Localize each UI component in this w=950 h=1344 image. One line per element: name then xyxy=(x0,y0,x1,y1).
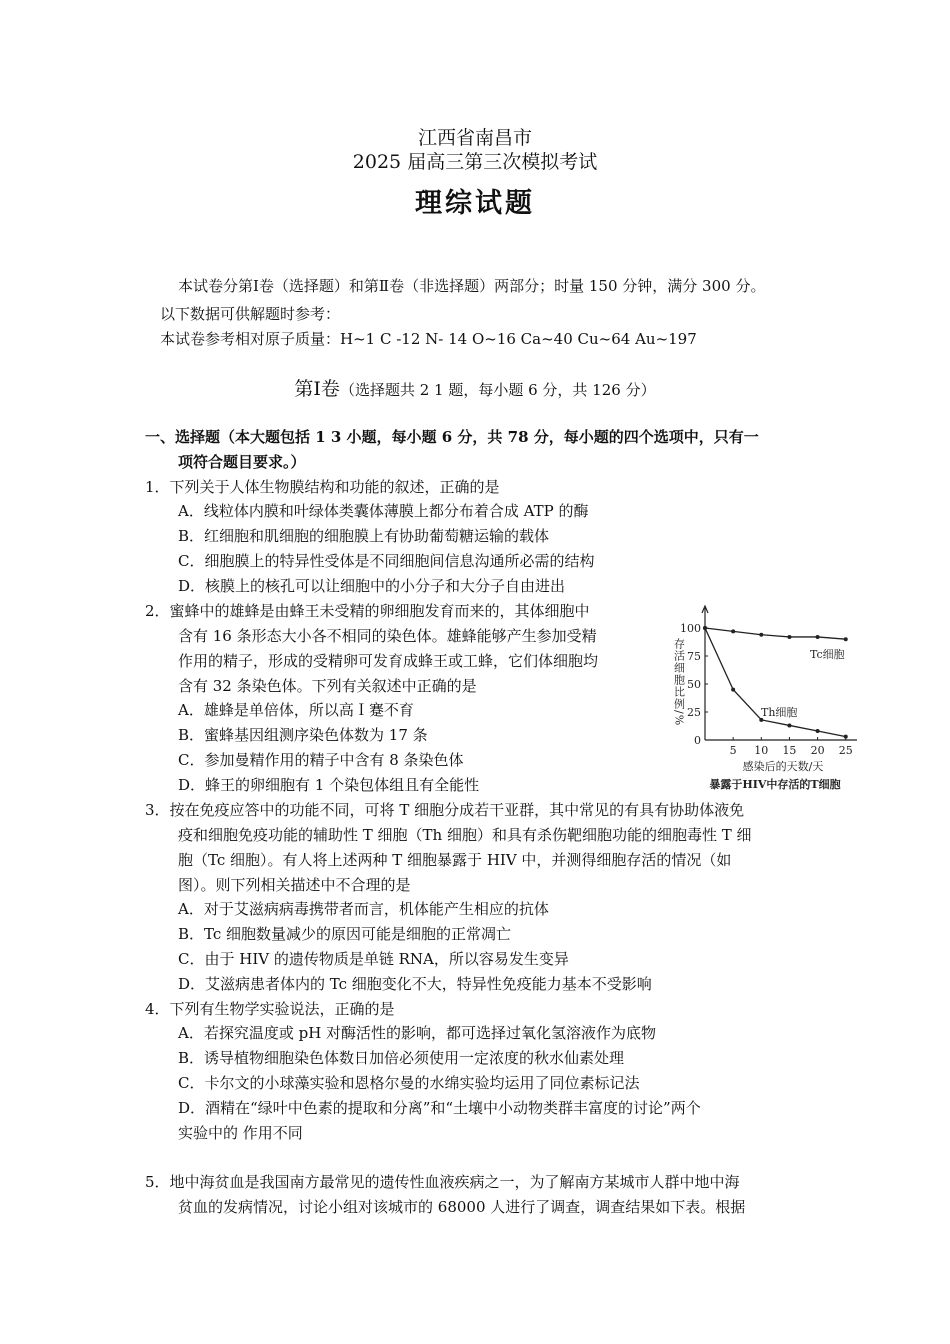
question-2-stem-line: 作用的精子，形成的受精卵可发育成蜂王或工蜂，它们体细胞均 xyxy=(178,652,599,670)
question-5-stem: 5．地中海贫血是我国南方最常见的遗传性血液疾病之一，为了解南方某城市人群中地中海 xyxy=(145,1173,740,1191)
question-4-option-c: C．卡尔文的小球藻实验和恩格尔曼的水绵实验均运用了同位素标记法 xyxy=(178,1074,640,1092)
data-point xyxy=(703,626,707,630)
question-2-option-c: C．参加曼精作用的精子中含有 8 条染色体 xyxy=(178,751,464,769)
question-3-stem-line: 胞（Tc 细胞）。有人将上述两种 T 细胞暴露于 HIV 中，并测得细胞存活的情况（如 xyxy=(178,851,732,869)
y-tick-label: 100 xyxy=(680,622,701,635)
question-4-option-b: B．诱导植物细胞染色体数日加倍必须使用一定浓度的秋水仙素处理 xyxy=(178,1049,625,1067)
question-1-option-d: D．核膜上的核孔可以让细胞中的小分子和大分子自由进出 xyxy=(178,577,566,595)
series-label: Tc细胞 xyxy=(810,648,845,661)
x-tick-label: 5 xyxy=(729,744,737,757)
data-point xyxy=(787,723,791,727)
section-heading: 一、选择题（本大题包括 1 3 小题，每小题 6 分，共 78 分，每小题的四个选项中，只有一 xyxy=(145,428,759,446)
x-axis-label: 感染后的天数/天 xyxy=(742,760,824,773)
page-title: 理综试题 xyxy=(415,188,535,219)
exam-name: 2025 届高三第三次模拟考试 xyxy=(352,151,598,173)
y-tick-label: 25 xyxy=(687,706,701,719)
series-line-th xyxy=(705,628,846,737)
question-3-stem-line: 图）。则下列相关描述中不合理的是 xyxy=(178,876,411,894)
y-tick-label: 0 xyxy=(694,734,701,747)
question-1-option-a: A．线粒体内膜和叶绿体类囊体薄膜上都分布着合成 ATP 的酶 xyxy=(178,502,589,520)
question-1-option-c: C．细胞膜上的特异性受体是不同细胞间信息沟通所必需的结构 xyxy=(178,552,595,570)
x-tick-label: 25 xyxy=(838,744,853,757)
question-4-option-d-cont: 实验中的 作用不同 xyxy=(178,1124,303,1142)
question-5-stem-line: 贫血的发病情况，讨论小组对该城市的 68000 人进行了调查，调查结果如下表。根据 xyxy=(178,1198,746,1216)
data-point xyxy=(816,635,820,639)
question-3-option-a: A．对于艾滋病病毒携带者而言，机体能产生相应的抗体 xyxy=(178,900,549,918)
series-line-tc xyxy=(705,628,846,639)
data-point xyxy=(844,735,848,739)
y-axis-label: 存活细胞比例/% xyxy=(672,638,686,727)
data-point xyxy=(731,688,735,692)
data-point xyxy=(731,629,735,633)
atomic-mass-reference: 本试卷参考相对原子质量：H~1 C -12 N- 14 O~16 Ca~40 Cu~64 Au~197 xyxy=(160,330,697,348)
x-tick-label: 20 xyxy=(810,744,825,757)
question-2-option-b: B．蜜蜂基因组测序染色体数为 17 条 xyxy=(178,726,428,744)
question-4-option-a: A．若探究温度或 pH 对酶活性的影响，都可选择过氧化氢溶液作为底物 xyxy=(178,1024,657,1042)
data-point xyxy=(816,729,820,733)
chart-title: 暴露于HIV中存活的T细胞 xyxy=(709,778,841,791)
question-1-option-b: B．红细胞和肌细胞的细胞膜上有协助葡萄糖运输的载体 xyxy=(178,527,550,545)
question-3-stem-line: 疫和细胞免疫功能的辅助性 T 细胞（Th 细胞）和具有杀伤靶细胞功能的细胞毒性 T 细 xyxy=(178,826,752,844)
volume-note: （选择题共 2 1 题，每小题 6 分，共 126 分） xyxy=(339,381,656,399)
question-4-option-d: D．酒精在“绿叶中色素的提取和分离”和“土壤中小动物类群丰富度的讨论”两个 xyxy=(178,1099,701,1117)
series-label: Th细胞 xyxy=(761,706,798,719)
question-1-stem: 1．下列关于人体生物膜结构和功能的叙述，正确的是 xyxy=(145,478,500,496)
data-point xyxy=(844,637,848,641)
y-tick-label: 50 xyxy=(687,678,701,691)
volume-label: 第Ⅰ卷 xyxy=(294,378,340,400)
question-3-stem: 3．按在免疫应答中的功能不同，可将 T 细胞分成若干亚群，其中常见的有具有协助体液免 xyxy=(145,801,745,819)
section-heading-cont: 项符合题目要求。） xyxy=(178,453,306,471)
question-2-stem-line: 含有 16 条形态大小各不相同的染色体。雄蜂能够产生参加受精 xyxy=(178,627,597,645)
question-3-option-c: C．由于 HIV 的遗传物质是单链 RNA，所以容易发生变异 xyxy=(178,950,569,968)
question-3-option-b: B．Tc 细胞数量减少的原因可能是细胞的正常凋亡 xyxy=(178,925,512,943)
data-point xyxy=(759,633,763,637)
question-2-option-a: A．雄蜂是单倍体，所以高Ｉ蹇不育 xyxy=(178,701,414,719)
exam-region: 江西省南昌市 xyxy=(417,127,532,149)
intro-line: 本试卷分第Ⅰ卷（选择题）和第Ⅱ卷（非选择题）两部分；时量 150 分钟，满分 300 分。 xyxy=(178,277,766,295)
t-cell-survival-chart xyxy=(665,598,875,798)
question-4-stem: 4．下列有生物学实验说法，正确的是 xyxy=(145,1000,395,1018)
question-3-option-d: D．艾滋病患者体内的 Tc 细胞变化不大，特异性免疫能力基本不受影响 xyxy=(178,975,652,993)
question-2-stem-line: 含有 32 条染色体。下列有关叙述中正确的是 xyxy=(178,677,477,695)
question-2-stem: 2．蜜蜂中的雄蜂是由蜂王未受精的卵细胞发育而来的，其体细胞中 xyxy=(145,602,590,620)
y-tick-label: 75 xyxy=(687,650,701,663)
reference-label: 以下数据可供解题时参考： xyxy=(160,305,341,323)
x-tick-label: 10 xyxy=(754,744,769,757)
volume-heading xyxy=(0,374,950,401)
question-2-option-d: D．蜂王的卵细胞有 1 个染包体组且有全能性 xyxy=(178,776,480,794)
x-tick-label: 15 xyxy=(782,744,797,757)
data-point xyxy=(787,635,791,639)
